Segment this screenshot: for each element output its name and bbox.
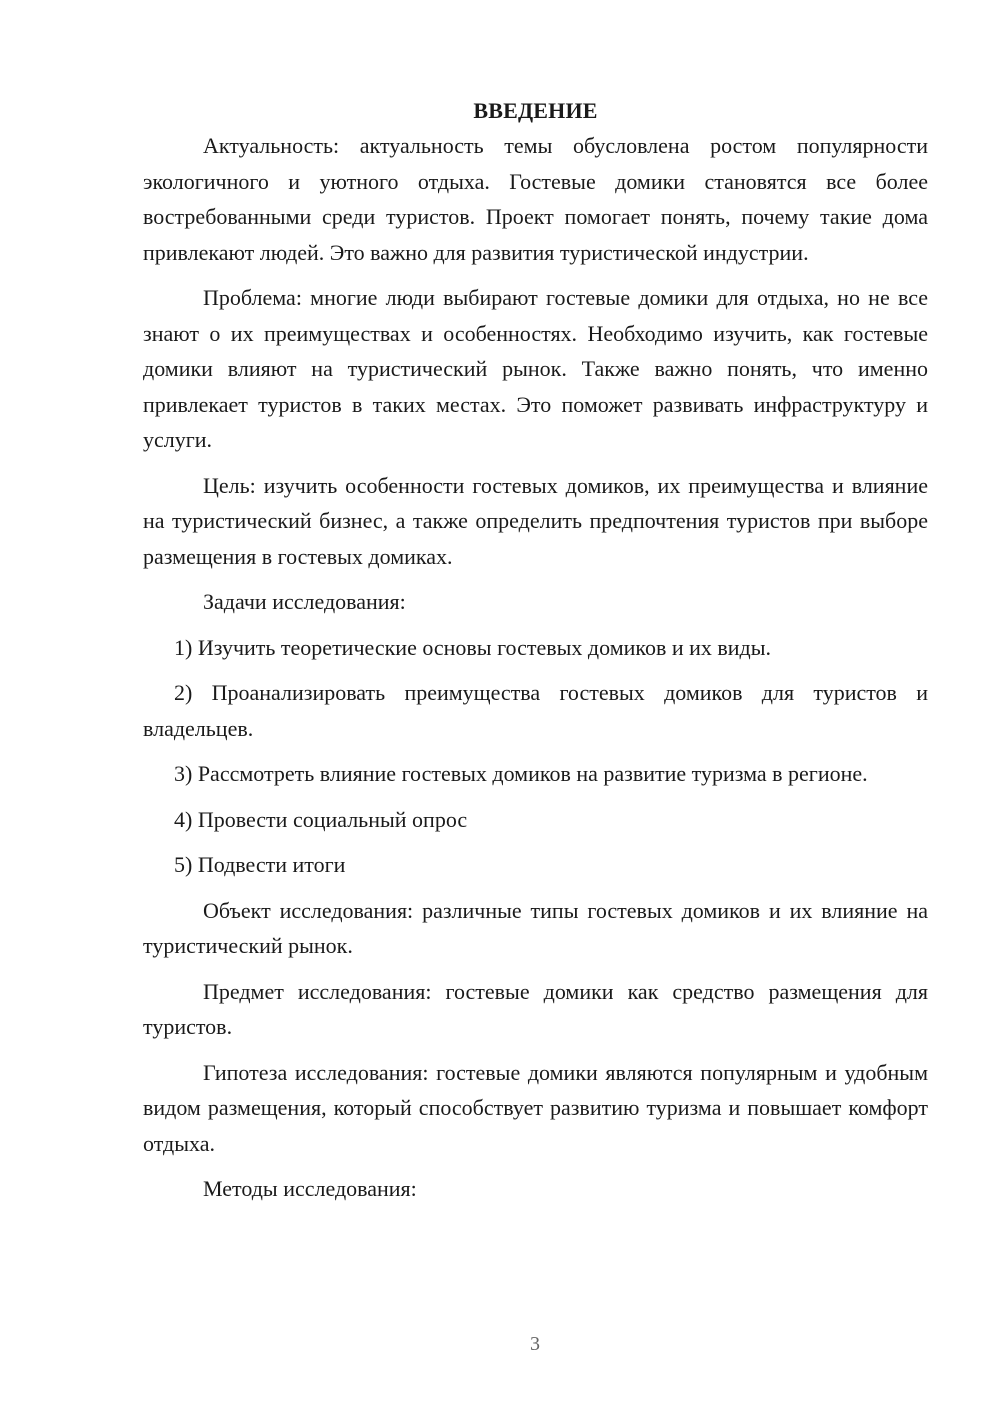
subject-paragraph: Предмет исследования: гостевые домики как средство размещения для туристов. [143, 978, 928, 1039]
list-item: 3) Рассмотреть влияние гостевых домиков на развитие туризма в регионе. [174, 761, 868, 786]
document-page [143, 93, 928, 1207]
list-item: 2) Проанализировать преимущества гостевых домиков для туристов и владельцев. [143, 680, 928, 741]
methods-heading: Методы исследования: [203, 1176, 417, 1201]
relevance-paragraph: Актуальность: актуальность темы обусловлена ростом популярности экологичного и уютного отдыха. Гостевые домики становятся все более востребованными среди туристов. Проект помогает понять, почему такие дома привлекают людей. Это важно для развития туристической индустрии. [143, 133, 928, 265]
goal-paragraph: Цель: изучить особенности гостевых домиков, их преимущества и влияние на туристический бизнес, а также определить предпочтения туристов при выборе размещения в гостевых домиках. [143, 472, 928, 569]
object-paragraph: Объект исследования: различные типы гостевых домиков и их влияние на туристический рынок. [143, 897, 928, 958]
problem-paragraph: Проблема: многие люди выбирают гостевые домики для отдыха, но не все знают о их преимуществах и особенностях. Необходимо изучить, как гостевые домики влияют на туристический рынок. Также важно понять, что именно привлекает туристов в таких местах. Это поможет развивать инфраструктуру и услуги. [143, 285, 928, 452]
hypothesis-paragraph: Гипотеза исследования: гостевые домики являются популярным и удобным видом размещения, который способствует развитию туризма и повышает комфорт отдыха. [143, 1059, 928, 1156]
list-item: 1) Изучить теоретические основы гостевых домиков и их виды. [174, 634, 772, 660]
tasks-list [143, 630, 928, 883]
list-item: 5) Подвести итоги [174, 852, 346, 877]
tasks-heading: Задачи исследования: [203, 589, 406, 614]
page-title: ВВЕДЕНИЕ [473, 98, 598, 123]
page-number: 3 [530, 1333, 540, 1355]
list-item: 4) Провести социальный опрос [174, 806, 468, 832]
